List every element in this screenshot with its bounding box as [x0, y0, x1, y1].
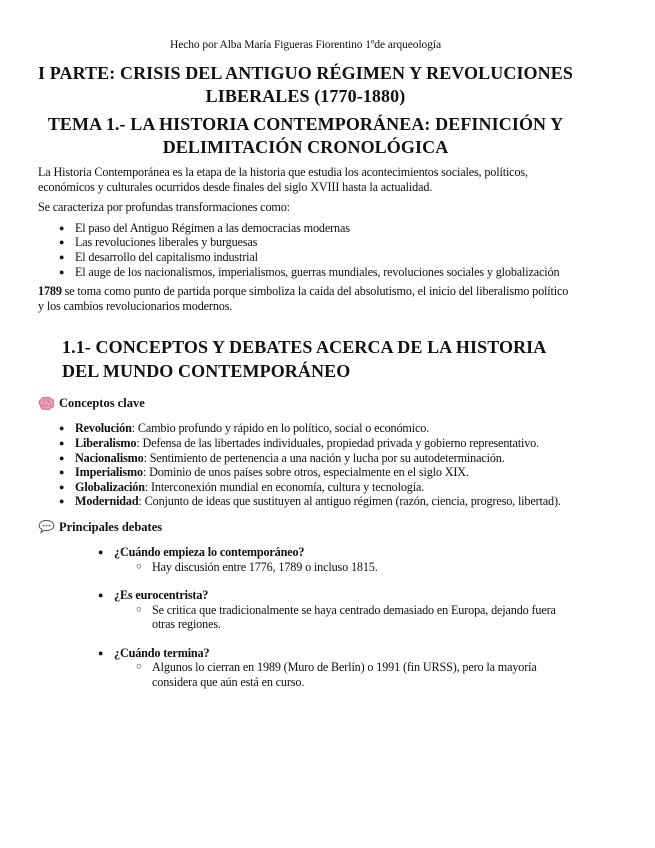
year-bold: 1789	[38, 284, 62, 299]
debate-answer-list	[114, 660, 573, 689]
year-paragraph	[38, 284, 573, 313]
term-definition: : Cambio profundo y rápido en lo político, social o económico.	[131, 421, 430, 436]
intro-paragraph: La Historia Contemporánea es la etapa de la historia que estudia los acontecimientos sociales, políticos, económicos y culturales ocurridos desde finales del siglo XVIII hasta la actualidad.	[38, 165, 528, 194]
list-item	[75, 421, 573, 436]
transformaciones-list	[38, 221, 573, 279]
conceptos-heading	[38, 395, 573, 411]
debate-answer: ○ Se critica que tradicionalmente se haya centrado demasiado en Europa, dejando fuera otras regiones.	[152, 603, 573, 632]
speech-bubble-icon	[38, 519, 55, 534]
debate-answer-list	[114, 603, 573, 632]
term-label: Nacionalismo	[75, 450, 144, 465]
list-item: ● El desarrollo del capitalismo industrial	[75, 250, 573, 265]
list-item	[75, 436, 573, 451]
term-label: Modernidad	[75, 494, 139, 509]
author-header: Hecho por Alba María Figueras Fiorentino 1ºde arqueología	[170, 39, 441, 51]
debates-heading	[38, 519, 573, 535]
debates-heading-label: Principales debates	[59, 519, 163, 534]
brain-icon	[38, 396, 55, 411]
debate-item	[114, 545, 573, 574]
term-label: Globalización	[75, 479, 145, 494]
list-item	[75, 480, 573, 495]
list-item: ● Las revoluciones liberales y burguesas	[75, 235, 573, 250]
list-item	[75, 494, 573, 509]
list-item: ● El paso del Antiguo Régimen a las democracias modernas	[75, 221, 573, 236]
debate-question: ● ¿Es eurocentrista?	[114, 588, 209, 603]
caracteriza-paragraph: Se caracteriza por profundas transformaciones como:	[38, 200, 290, 215]
debate-answer: ○ Algunos lo cierran en 1989 (Muro de Berlín) o 1991 (fin URSS), pero la mayoría considera que aún está en curso.	[152, 660, 573, 689]
conceptos-list	[38, 421, 573, 509]
tema-title: TEMA 1.- LA HISTORIA CONTEMPORÁNEA: DEFINICIÓN Y DELIMITACIÓN CRONOLÓGICA	[47, 114, 564, 157]
term-label: Imperialismo	[75, 465, 143, 480]
section-title: 1.1- CONCEPTOS Y DEBATES ACERCA DE LA HISTORIA DEL MUNDO CONTEMPORÁNEO	[62, 337, 546, 382]
debate-question: ● ¿Cuándo termina?	[114, 645, 210, 660]
list-item: ● El auge de los nacionalismos, imperialismos, guerras mundiales, revoluciones sociales y globalización	[75, 265, 573, 280]
debate-answer-list	[114, 560, 573, 575]
term-label: Revolución	[75, 421, 132, 436]
part-title: I PARTE: CRISIS DEL ANTIGUO RÉGIMEN Y REVOLUCIONES LIBERALES (1770-1880)	[38, 63, 573, 106]
debates-list	[38, 545, 573, 690]
term-definition: : Conjunto de ideas que sustituyen al antiguo régimen (razón, ciencia, progreso, libertad).	[138, 494, 561, 509]
debate-answer: ○ Hay discusión entre 1776, 1789 o incluso 1815.	[152, 560, 573, 575]
term-label: Liberalismo	[75, 435, 137, 450]
list-item	[75, 465, 573, 480]
conceptos-heading-label: Conceptos clave	[59, 396, 145, 411]
term-definition: : Dominio de unos países sobre otros, especialmente en el siglo XIX.	[142, 465, 469, 480]
debate-question: ● ¿Cuándo empieza lo contemporáneo?	[114, 544, 305, 559]
term-definition: : Sentimiento de pertenencia a una nación y lucha por su autodeterminación.	[143, 450, 505, 465]
list-item	[75, 451, 573, 466]
debate-item	[114, 646, 573, 690]
year-text: se toma como punto de partida porque simboliza la caída del absolutismo, el inicio del liberalismo político y los cambios revolucionarios modernos.	[38, 284, 569, 313]
term-definition: : Interconexión mundial en economía, cultura y tecnología.	[144, 479, 425, 494]
term-definition: : Defensa de las libertades individuales, propiedad privada y gobierno representativo.	[136, 435, 540, 450]
debate-item	[114, 588, 573, 632]
